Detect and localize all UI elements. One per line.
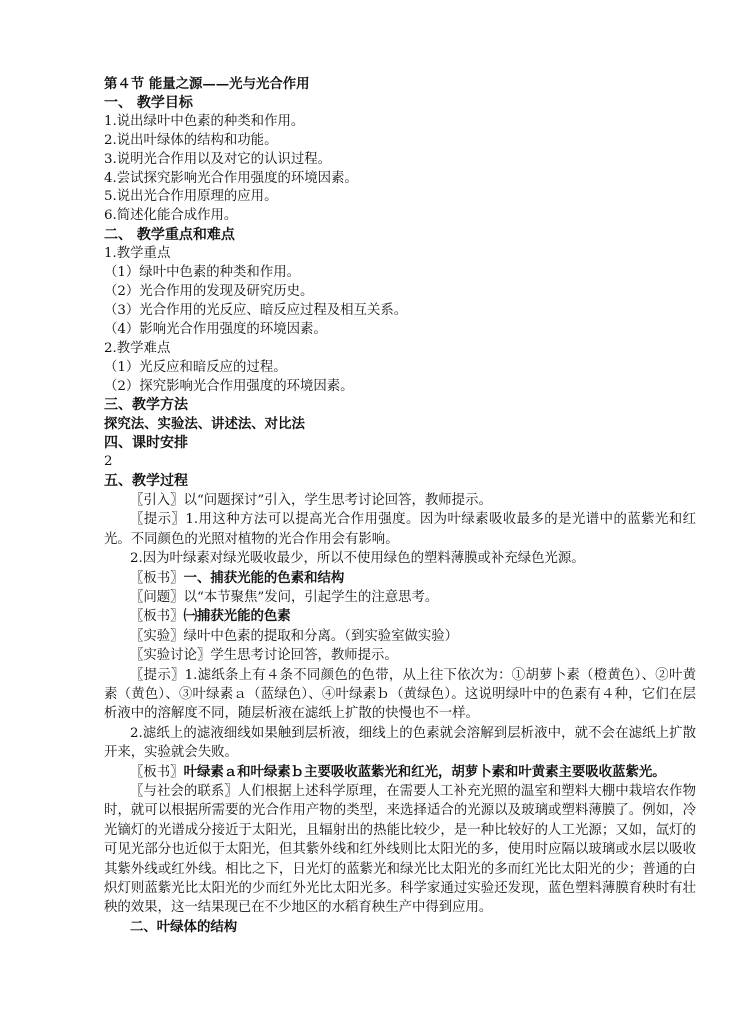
key-point-item: （2）光合作用的发现及研究历史。 bbox=[104, 283, 314, 299]
paragraph-experiment: 〖实验〗绿叶中色素的提取和分离。（到实验室做实验） bbox=[130, 628, 459, 644]
paragraph-board-1 bbox=[104, 569, 696, 588]
subheading-chloroplast-structure: 二、叶绿体的结构 bbox=[130, 918, 238, 935]
paragraph-hint-1: 〖提示〗1.用这种方法可以提高光合作用强度。因为叶绿素吸收最多的是光谱中的蓝紫光和红光。不同颜色的光照对植物的光合作用会有影响。 bbox=[104, 512, 696, 547]
board-label: 〖板书〗 bbox=[130, 764, 184, 780]
key-point-item: （1）绿叶中色素的种类和作用。 bbox=[104, 265, 300, 281]
section-heading-objectives: 一、 教学目标 bbox=[104, 94, 193, 111]
board-text: 一、捕获光能的色素和结构 bbox=[183, 569, 345, 586]
board-text: 叶绿素ａ和叶绿素ｂ主要吸收蓝紫光和红光，胡萝卜素和叶黄素主要吸收蓝紫光。 bbox=[183, 763, 666, 780]
board-text: ㈠捕获光能的色素 bbox=[183, 608, 291, 625]
paragraph-board-2 bbox=[104, 607, 696, 626]
objective-item: 5.说出光合作用原理的应用。 bbox=[104, 189, 278, 205]
paragraph-question: 〖问题〗以“本节聚焦”发问，引起学生的注意思考。 bbox=[130, 589, 439, 605]
objective-item: 1.说出绿叶中色素的种类和作用。 bbox=[104, 113, 305, 129]
key-points-label: 1.教学重点 bbox=[104, 246, 171, 262]
paragraph-hint-4: 2.滤纸上的滤液细线如果触到层析液，细线上的色素就会溶解到层析液中，就不会在滤纸上扩散开来，实验就会失败。 bbox=[104, 725, 696, 761]
section-heading-methods: 三、教学方法 bbox=[104, 397, 188, 414]
difficulty-item: （1）光反应和暗反应的过程。 bbox=[104, 359, 287, 375]
paragraph-experiment-discussion: 〖实验讨论〗学生思考讨论回答，教师提示。 bbox=[130, 648, 398, 664]
section-heading-key-points: 二、 教学重点和难点 bbox=[104, 227, 235, 244]
objective-item: 2.说出叶绿体的结构和功能。 bbox=[104, 132, 278, 148]
paragraph-intro: 〖引入〗以“问题探讨”引入，学生思考讨论回答，教师提示。 bbox=[130, 492, 492, 508]
methods-text: 探究法、实验法、讲述法、对比法 bbox=[104, 416, 305, 433]
paragraph-board-3 bbox=[104, 763, 696, 782]
objective-item: 4.尝试探究影响光合作用强度的环境因素。 bbox=[104, 170, 358, 186]
board-label: 〖板书〗 bbox=[130, 570, 184, 586]
schedule-value: 2 bbox=[104, 454, 113, 470]
difficulty-item: （2）探究影响光合作用强度的环境因素。 bbox=[104, 378, 354, 394]
objective-item: 3.说明光合作用以及对它的认识过程。 bbox=[104, 151, 332, 167]
document-page bbox=[104, 75, 696, 937]
difficulty-label: 2.教学难点 bbox=[104, 340, 171, 356]
objective-item: 6.简述化能合成作用。 bbox=[104, 208, 238, 224]
key-point-item: （3）光合作用的光反应、暗反应过程及相互关系。 bbox=[104, 302, 408, 318]
section-heading-schedule: 四、课时安排 bbox=[104, 435, 188, 452]
paragraph-hint-2: 2.因为叶绿素对绿光吸收最少，所以不使用绿色的塑料薄膜或补充绿色光源。 bbox=[130, 551, 585, 567]
paragraph-society-link: 〖与社会的联系〗人们根据上述科学原理，在需要人工补充光照的温室和塑料大棚中栽培农作物时，就可以根据所需要的光合作用产物的类型，来选择适合的光源以及玻璃或塑料薄膜了。例如，冷光镝灯的光谱成分接近于太阳光，且辐射出的热能比较少，是一种比较好的人工光源；又如，氙灯的可见光部分也近似于太阳光，但其紫外线和红外线则比太阳光的多，使用时应隔以玻璃或水层以吸收其紫外线或红外线。相比之下，日光灯的蓝紫光和绿光比太阳光的多而红光比太阳光的少；普通的白炽灯则蓝紫光比太阳光的少而红外光比太阳光多。科学家通过实验还发现，蓝色塑料薄膜育秧时有壮秧的效果，这一结果现已在不少地区的水稻育秧生产中得到应用。 bbox=[104, 784, 696, 916]
paragraph-hint-3: 〖提示〗1.滤纸条上有４条不同颜色的色带，从上往下依次为：①胡萝卜素（橙黄色）、②叶黄素（黄色）、③叶绿素ａ（蓝绿色）、④叶绿素ｂ（黄绿色）。这说明绿叶中的色素有４种，它们在层析液中的溶解度不同，随层析液在滤纸上扩散的快慢也不一样。 bbox=[104, 667, 696, 722]
doc-title: 第４节 能量之源——光与光合作用 bbox=[104, 76, 310, 92]
board-label: 〖板书〗 bbox=[130, 609, 184, 625]
key-point-item: （4）影响光合作用强度的环境因素。 bbox=[104, 321, 327, 337]
section-heading-process: 五、教学过程 bbox=[104, 473, 188, 490]
